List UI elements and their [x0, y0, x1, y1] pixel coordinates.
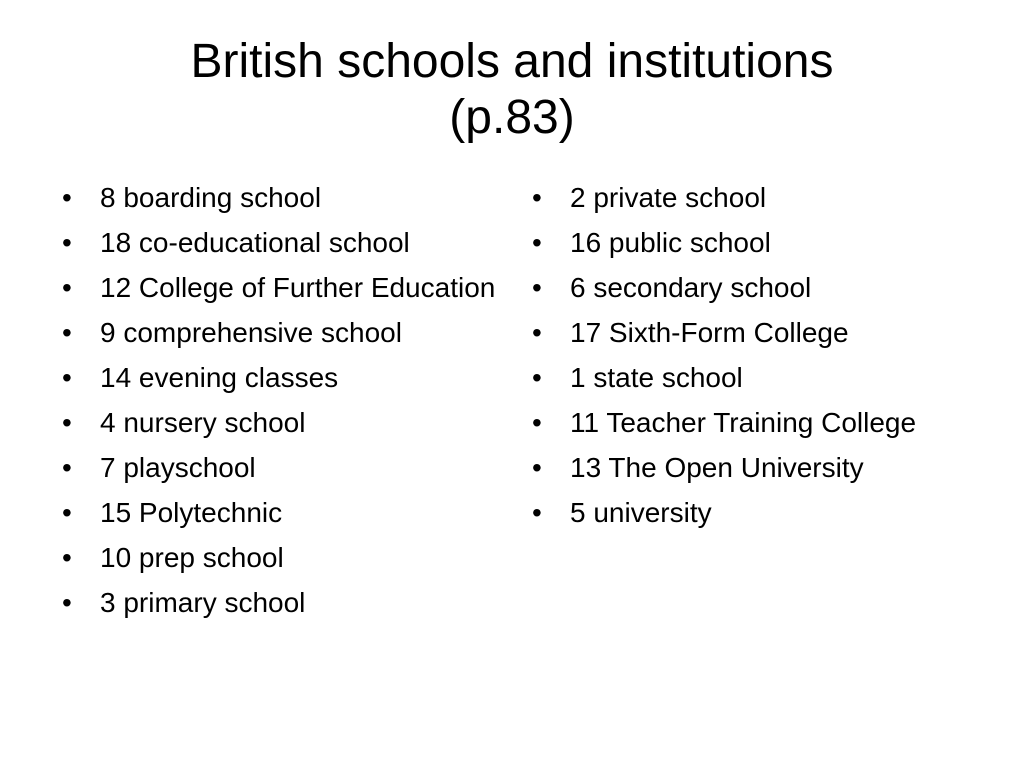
slide-title [52, 34, 972, 146]
bullet-icon: • [532, 452, 542, 483]
bullet-icon: • [532, 227, 542, 258]
bullet-icon: • [532, 317, 542, 348]
bullet-icon: • [532, 182, 542, 213]
list-item [62, 450, 502, 486]
bullet-icon: • [532, 272, 542, 303]
bullet-icon: • [62, 542, 72, 573]
list-item-text: 6 secondary school [570, 272, 812, 303]
list-item-text: 10 prep school [100, 542, 284, 573]
list-item [62, 225, 502, 261]
list-item-text: 9 comprehensive school [100, 317, 402, 348]
list-item [532, 225, 952, 261]
bullet-icon: • [62, 182, 72, 213]
list-item-text: 18 co-educational school [100, 227, 410, 258]
slide-title-line-2: (p.83) [449, 91, 575, 144]
bullet-icon: • [62, 452, 72, 483]
list-item-text: 1 state school [570, 362, 743, 393]
list-item-text: 3 primary school [100, 587, 306, 618]
bullet-list-left [62, 180, 502, 630]
list-item-text: 4 nursery school [100, 407, 306, 438]
list-item-text: 11 Teacher Training College [570, 407, 917, 438]
bullet-icon: • [532, 497, 542, 528]
list-item [532, 180, 952, 216]
bullet-list-right [532, 180, 952, 540]
list-item [62, 540, 502, 576]
list-item-text: 16 public school [570, 227, 771, 258]
bullet-icon: • [62, 497, 72, 528]
list-item [62, 405, 502, 441]
list-item [532, 270, 952, 306]
list-item [532, 450, 952, 486]
list-item [62, 315, 502, 351]
list-item [62, 585, 502, 621]
bullet-icon: • [62, 227, 72, 258]
list-item-text: 2 private school [570, 182, 767, 213]
bullet-icon: • [62, 362, 72, 393]
list-item [62, 180, 502, 216]
list-item-text: 14 evening classes [100, 362, 339, 393]
list-item [532, 360, 952, 396]
list-item [532, 405, 952, 441]
bullet-icon: • [532, 362, 542, 393]
bullet-icon: • [62, 272, 72, 303]
list-item [62, 270, 502, 306]
list-item-text: 7 playschool [100, 452, 256, 483]
bullet-icon: • [62, 317, 72, 348]
slide-title-line-1: British schools and institutions [190, 35, 834, 88]
list-item [62, 495, 502, 531]
list-item-text: 17 Sixth-Form College [570, 317, 849, 348]
bullet-icon: • [532, 407, 542, 438]
list-item [532, 315, 952, 351]
list-item-text: 12 College of Further Education [100, 272, 496, 303]
list-item [62, 360, 502, 396]
bullet-icon: • [62, 587, 72, 618]
list-item-text: 8 boarding school [100, 182, 322, 213]
list-item [532, 495, 952, 531]
list-item-text: 13 The Open University [570, 452, 864, 483]
list-item-text: 15 Polytechnic [100, 497, 283, 528]
bullet-icon: • [62, 407, 72, 438]
list-item-text: 5 university [570, 497, 712, 528]
